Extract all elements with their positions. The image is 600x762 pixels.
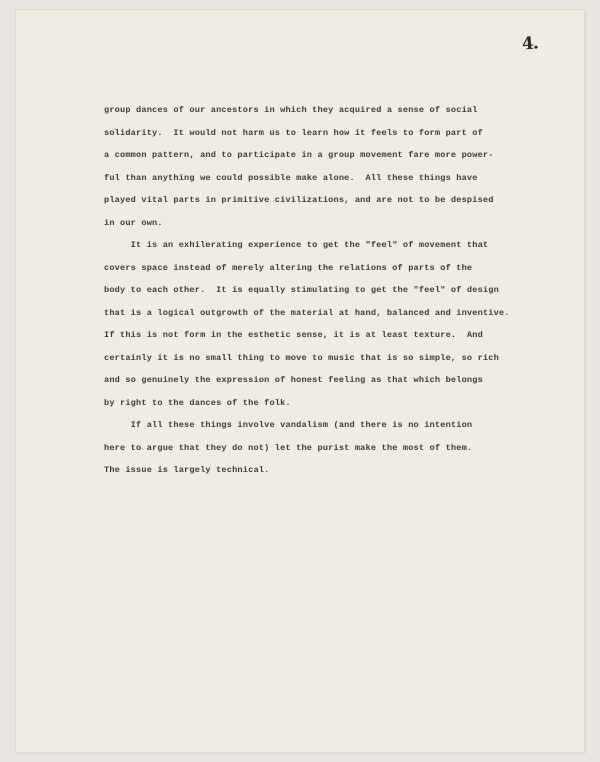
text-line: body to each other. It is equally stimulating to get the "feel" of design <box>104 285 499 295</box>
text-line: The issue is largely technical. <box>104 465 270 475</box>
text-line: solidarity. It would not harm us to learn how it feels to form part of <box>104 127 483 138</box>
text-line: group dances of our ancestors in which they acquired a sense of social <box>104 105 478 115</box>
text-line: by right to the dances of the folk. <box>104 397 291 408</box>
text-line: It is an exhilerating experience to get the "feel" of movement that <box>104 240 489 250</box>
document-page <box>16 10 584 752</box>
paragraph-3 <box>104 414 574 482</box>
text-line: and so genuinely the expression of honest feeling as that which belongs <box>104 375 483 385</box>
text-line: played vital parts in primitive civilizations, and are not to be despised <box>104 195 494 205</box>
text-line: certainly it is no small thing to move to music that is so simple, so rich <box>104 352 499 363</box>
paragraph-1 <box>104 99 574 234</box>
page-number: 4. <box>521 33 539 55</box>
text-line: If all these things involve vandalism (and there is no intention <box>104 420 473 430</box>
text-line: here to argue that they do not) let the purist make the most of them. <box>104 442 473 453</box>
text-line: If this is not form in the esthetic sense, it is at least texture. And <box>104 330 483 340</box>
paragraph-2 <box>104 234 574 414</box>
text-line: covers space instead of merely altering the relations of parts of the <box>104 262 473 273</box>
text-line: that is a logical outgrowth of the material at hand, balanced and inventive. <box>104 307 510 318</box>
text-line: a common pattern, and to participate in a group movement fare more power- <box>104 150 494 160</box>
text-line: ful than anything we could possible make alone. All these things have <box>104 172 478 183</box>
text-line: in our own. <box>104 217 163 228</box>
body-text <box>104 99 574 482</box>
